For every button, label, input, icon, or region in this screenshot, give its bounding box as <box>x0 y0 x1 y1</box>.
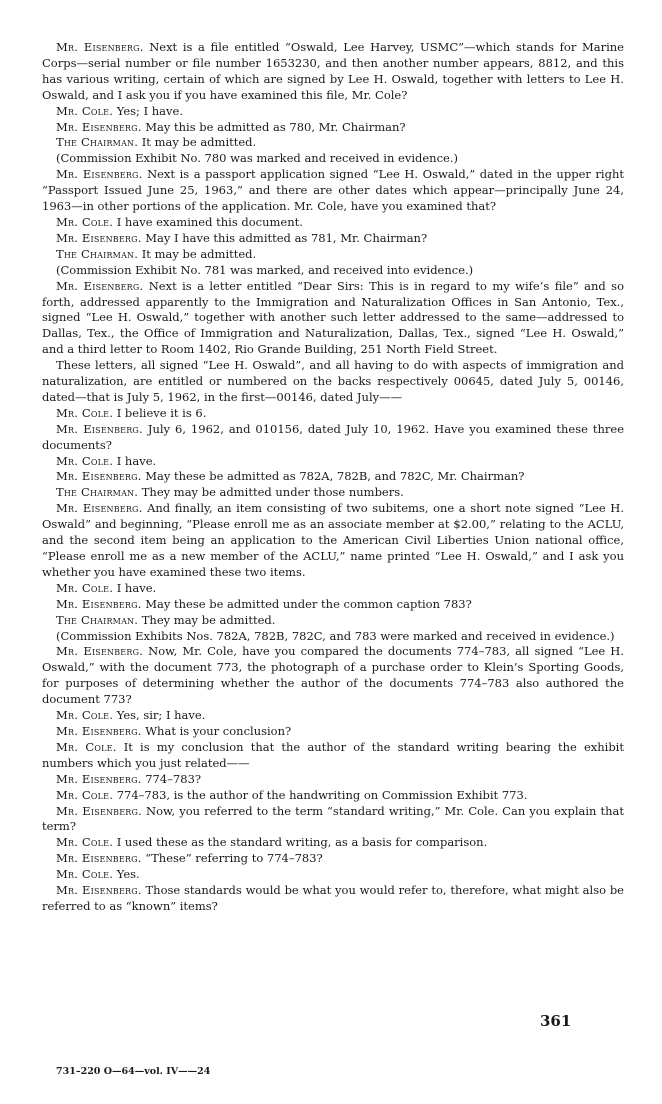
speaker-name: Mr. Cole. <box>56 835 114 850</box>
speaker-name: Mr. Eisenberg. <box>56 40 144 54</box>
testimony-paragraph <box>42 851 624 867</box>
paragraph-text: These letters, all signed “Lee H. Oswald”, and all having to do with aspects of immigration and naturalization, are entitled or numbered on the backs respectively 00645, dated July 5, 00146, dated—that is July 5, 1962, in the first—00146, dated July—— <box>42 358 624 404</box>
testimony-paragraph <box>42 40 624 104</box>
paragraph-text: It is my conclusion that the author of the standard writing bearing the exhibit numbers which you just related—— <box>42 739 624 770</box>
speaker-name: Mr. Eisenberg. <box>56 771 142 786</box>
testimony-paragraph <box>42 835 624 851</box>
testimony-paragraph <box>42 772 624 788</box>
testimony-paragraph <box>42 135 624 151</box>
speaker-name: Mr. Cole. <box>56 867 114 882</box>
speaker-name: Mr. Cole. <box>56 787 114 802</box>
paragraph-text: 774–783, is the author of the handwriting on Commission Exhibit 773. <box>113 787 528 802</box>
speaker-name: Mr. Cole. <box>56 405 114 420</box>
speaker-name: Mr. Cole. <box>56 580 114 595</box>
speaker-name: Mr. Cole. <box>56 214 114 229</box>
speaker-name: Mr. Eisenberg. <box>56 644 144 659</box>
testimony-paragraph <box>42 788 624 804</box>
testimony-paragraph <box>42 883 624 915</box>
testimony-paragraph <box>42 215 624 231</box>
paragraph-text: What is your conclusion? <box>141 723 292 738</box>
testimony-paragraph <box>42 629 624 645</box>
testimony-paragraph <box>42 422 624 454</box>
footer-print-code: 731–220 O—64—vol. IV——24 <box>56 1066 211 1077</box>
paragraph-text: May this be admitted as 780, Mr. Chairman? <box>141 119 406 134</box>
paragraph-text: May I have this admitted as 781, Mr. Chairman? <box>141 230 428 245</box>
testimony-paragraph <box>42 485 624 501</box>
testimony-paragraph <box>42 454 624 470</box>
speaker-name: Mr. Eisenberg. <box>56 230 142 245</box>
paragraph-text: May these be admitted as 782A, 782B, and 782C, Mr. Chairman? <box>141 469 525 484</box>
testimony-paragraph <box>42 501 624 581</box>
testimony-paragraph <box>42 104 624 120</box>
paragraph-text: (Commission Exhibit No. 781 was marked, and received into evidence.) <box>56 262 474 277</box>
paragraph-text: May these be admitted under the common caption 783? <box>141 596 472 611</box>
speaker-name: Mr. Eisenberg. <box>56 803 142 818</box>
paragraph-text: I used these as the standard writing, as a basis for comparison. <box>113 835 488 850</box>
paragraph-text: They may be admitted. <box>138 612 276 627</box>
speaker-name: Mr. Eisenberg. <box>56 167 143 182</box>
paragraph-text: Yes; I have. <box>113 103 183 118</box>
paragraph-text: I believe it is 6. <box>113 405 207 420</box>
speaker-name: Mr. Eisenberg. <box>56 596 142 611</box>
speaker-name: Mr. Cole. <box>56 453 114 468</box>
paragraph-text: “These” referring to 774–783? <box>141 851 323 866</box>
testimony-paragraph <box>42 740 624 772</box>
paragraph-text: Now, you referred to the term “standard writing,” Mr. Cole. Can you explain that term? <box>42 803 624 834</box>
paragraph-text: Next is a letter entitled “Dear Sirs: This is in regard to my wife’s file” and so forth, addressed apparently to the Immigration and Naturalization Offices in San Antonio, Tex., signed “Lee H. Oswald,” together with another such letter addressed to the same—addressed to Dallas, Tex., the Office of Immigration and Naturalization, Dallas, Tex., signed “Lee H. Oswald,” and a third letter to Room 1402, Rio Grande Building, 251 North Field Street. <box>42 278 624 357</box>
speaker-name: The Chairman. <box>56 246 139 261</box>
paragraph-text: They may be admitted under those numbers. <box>138 485 404 500</box>
speaker-name: Mr. Eisenberg. <box>56 469 142 484</box>
speaker-name: Mr. Eisenberg. <box>56 883 142 898</box>
paragraph-text: I have. <box>113 453 157 468</box>
testimony-paragraph <box>42 167 624 215</box>
speaker-name: Mr. Eisenberg. <box>56 119 142 134</box>
testimony-paragraph <box>42 263 624 279</box>
paragraph-text: Now, Mr. Cole, have you compared the documents 774–783, all signed “Lee H. Oswald,” with the document 773, the photograph of a purchase order to Klein’s Sporting Goods, for purposes of determining whether the author of the documents 774–783 also authored the document 773? <box>42 644 624 707</box>
paragraph-text: 774–783? <box>141 771 202 786</box>
paragraph-text: It may be admitted. <box>138 135 257 150</box>
speaker-name: Mr. Eisenberg. <box>56 278 144 293</box>
speaker-name: Mr. Eisenberg. <box>56 501 143 516</box>
paragraph-text: I have examined this document. <box>113 214 303 229</box>
testimony-paragraph <box>42 279 624 359</box>
testimony-paragraph <box>42 247 624 263</box>
testimony-paragraph <box>42 867 624 883</box>
testimony-paragraph <box>42 644 624 708</box>
testimony-paragraph <box>42 406 624 422</box>
speaker-name: Mr. Cole. <box>56 739 117 754</box>
testimony-paragraph <box>42 804 624 836</box>
testimony-paragraph <box>42 231 624 247</box>
paragraph-text: And finally, an item consisting of two subitems, one a short note signed “Lee H. Oswald” and beginning, “Please enroll me as an associate member at $2.00,” relating to the ACLU, and the second item being an application to the American Civil Liberties Union national office, “Please enroll me as a new member of the ACLU,” name printed “Lee H. Oswald,” and I ask you whether you have examined these two items. <box>42 501 624 579</box>
page-number: 361 <box>540 1012 572 1030</box>
paragraph-text: Next is a file entitled “Oswald, Lee Harvey, USMC”—which stands for Marine Corps—serial number or file number 1653230, and then another number appears, 8812, and this has various writing, certain of which are signed by Lee H. Oswald, together with letters to Lee H. Oswald, and I ask you if you have examined this file, Mr. Cole? <box>42 40 624 102</box>
speaker-name: Mr. Eisenberg. <box>56 851 142 866</box>
speaker-name: The Chairman. <box>56 612 139 627</box>
paragraph-text: I have. <box>113 580 157 595</box>
testimony-paragraph <box>42 708 624 724</box>
testimony-paragraph <box>42 597 624 613</box>
testimony-paragraph <box>42 120 624 136</box>
testimony-paragraph <box>42 358 624 406</box>
speaker-name: Mr. Cole. <box>56 708 114 723</box>
paragraph-text: (Commission Exhibits Nos. 782A, 782B, 782C, and 783 were marked and received in evidence.) <box>56 628 615 643</box>
paragraph-text: Yes. <box>113 867 140 882</box>
testimony-paragraph <box>42 469 624 485</box>
testimony-paragraph <box>42 151 624 167</box>
paragraph-text: Those standards would be what you would refer to, therefore, what might also be referred to as “known” items? <box>42 883 624 913</box>
paragraph-text: (Commission Exhibit No. 780 was marked and received in evidence.) <box>56 151 458 166</box>
paragraph-text: It may be admitted. <box>138 246 257 261</box>
testimony-paragraph <box>42 581 624 597</box>
paragraph-text: July 6, 1962, and 010156, dated July 10, 1962. Have you examined these three documents? <box>42 421 624 452</box>
speaker-name: Mr. Cole. <box>56 103 114 118</box>
paragraph-text: Yes, sir; I have. <box>113 708 206 723</box>
testimony-paragraph <box>42 724 624 740</box>
testimony-text <box>42 40 624 915</box>
testimony-paragraph <box>42 613 624 629</box>
speaker-name: Mr. Eisenberg. <box>56 421 143 436</box>
speaker-name: The Chairman. <box>56 135 139 150</box>
paragraph-text: Next is a passport application signed “Lee H. Oswald,” dated in the upper right “Passport Issued June 25, 1963,” and there are other dates which appear—principally June 24, 1963—in other portions of the application. Mr. Cole, have you examined that? <box>42 167 625 214</box>
speaker-name: Mr. Eisenberg. <box>56 723 142 738</box>
speaker-name: The Chairman. <box>56 485 139 500</box>
